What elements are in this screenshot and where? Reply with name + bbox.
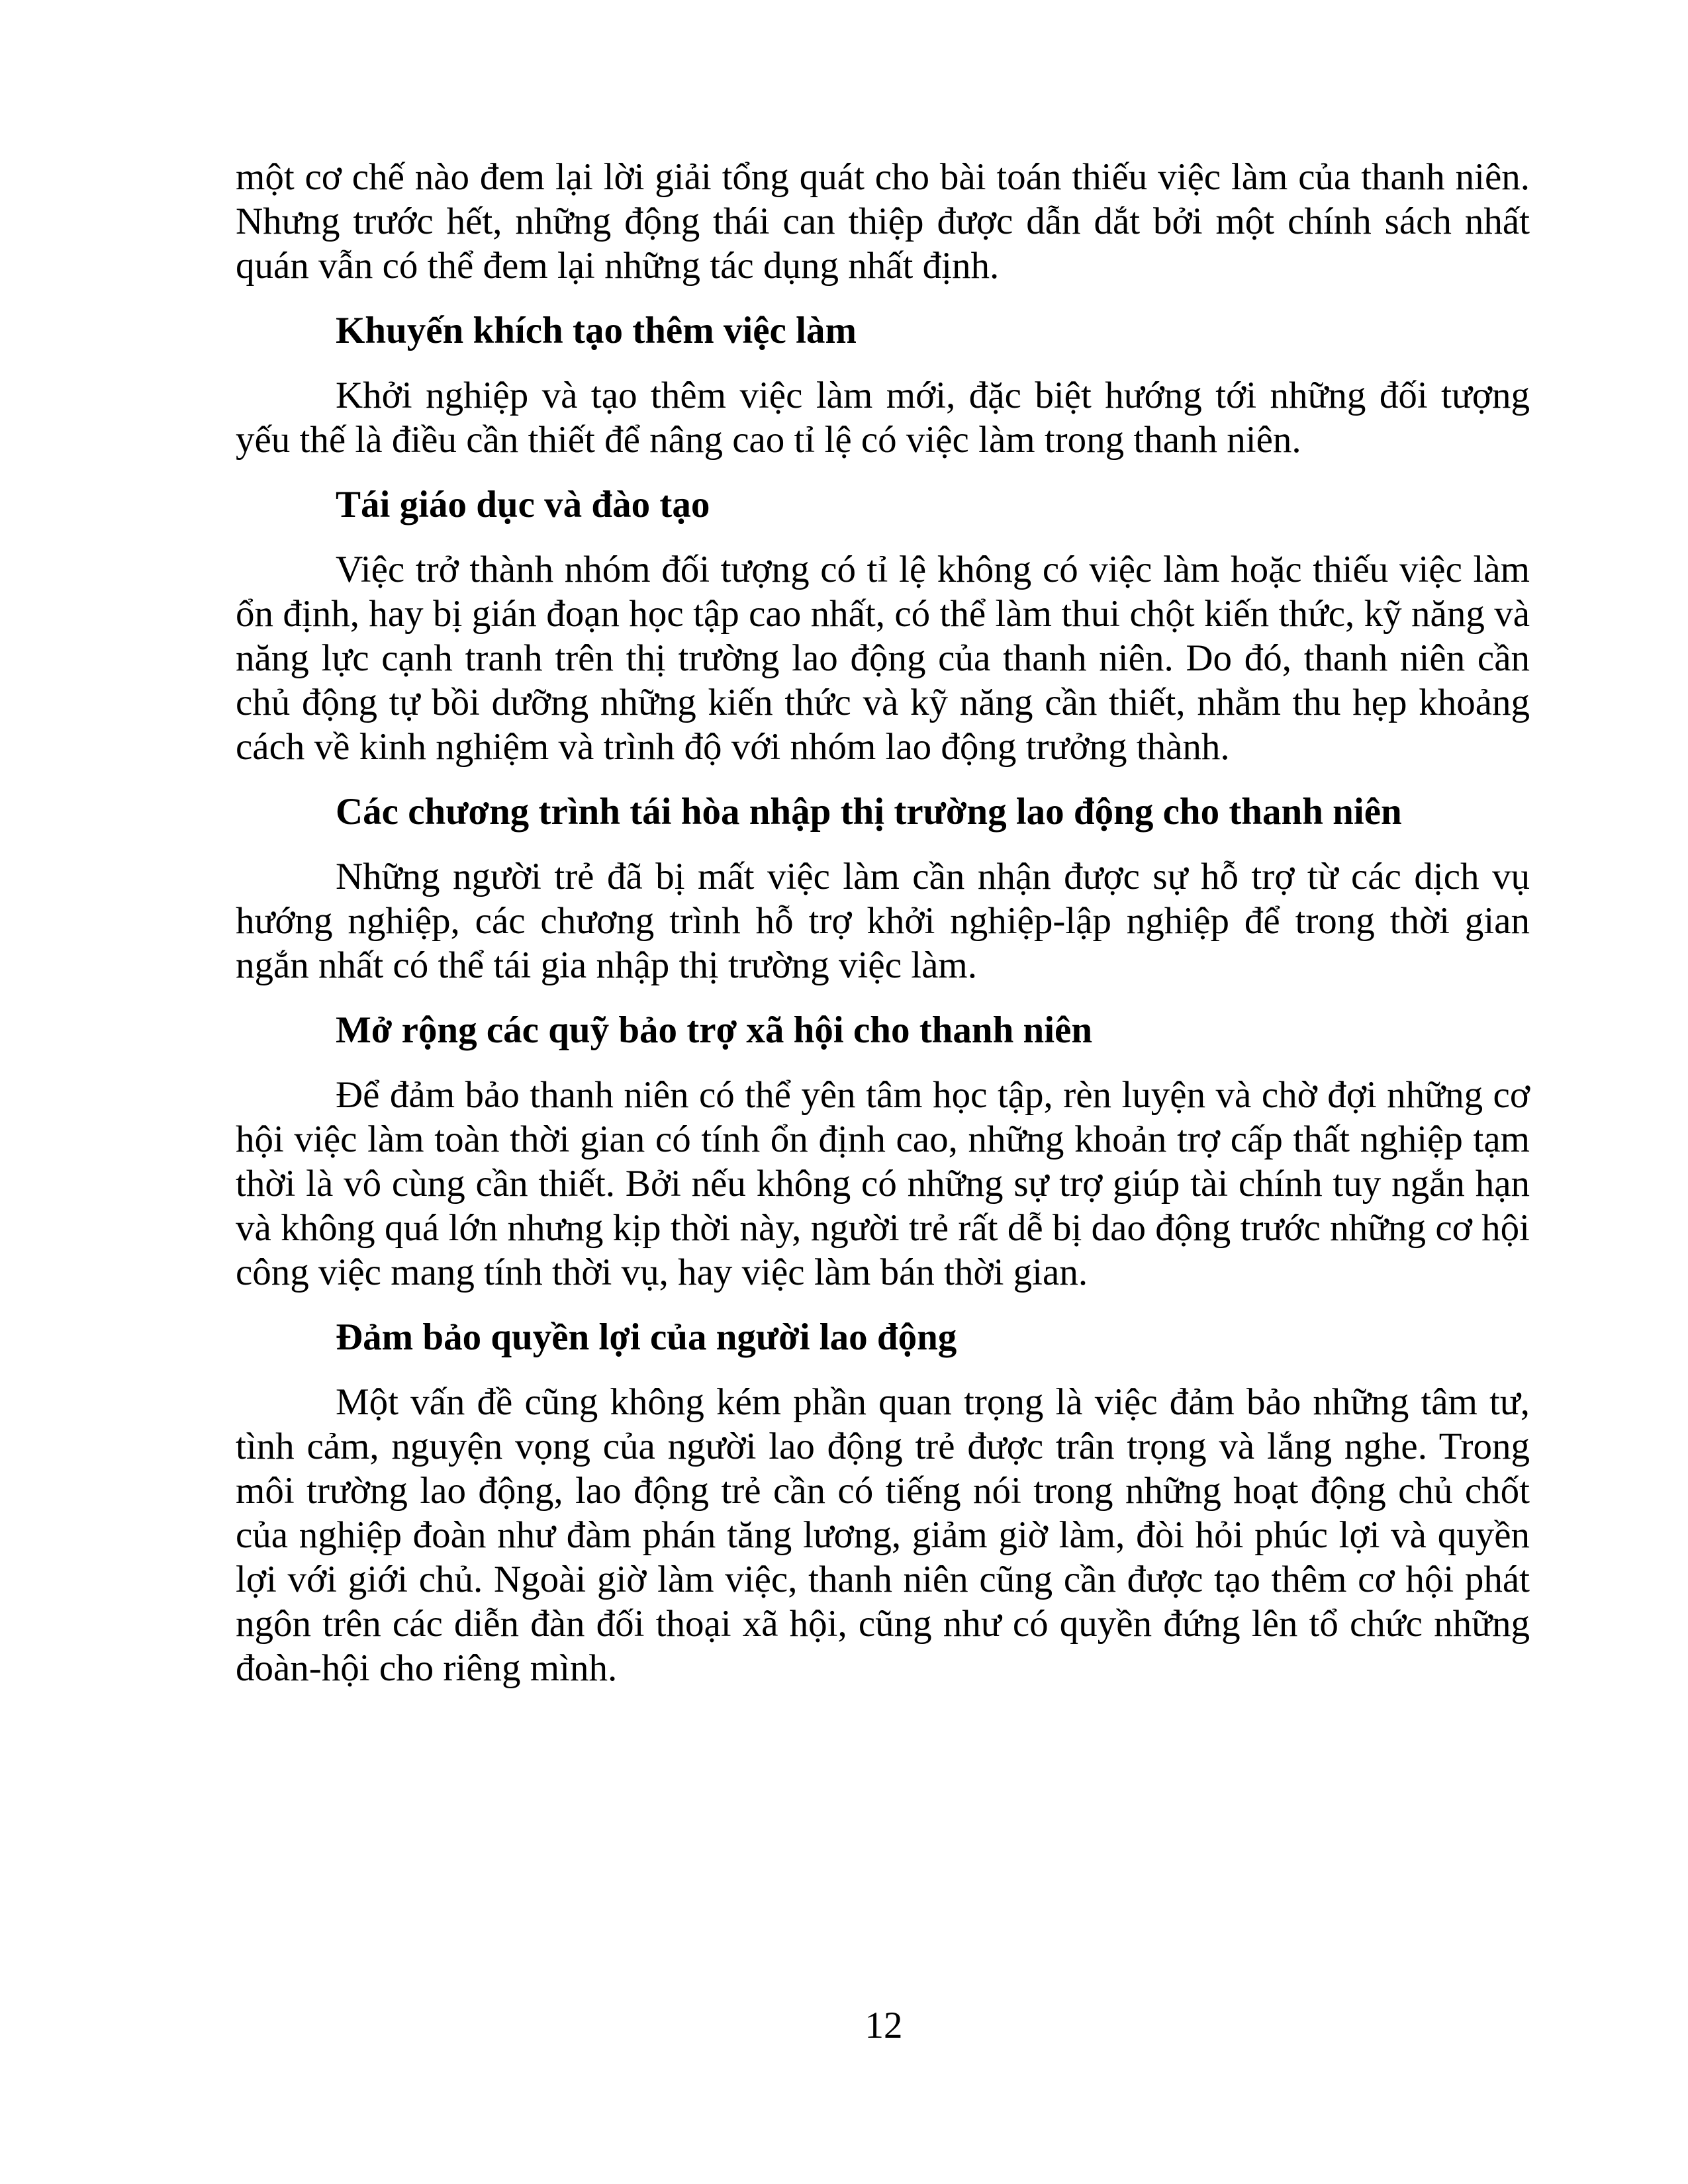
body-paragraph: một cơ chế nào đem lại lời giải tổng quát cho bài toán thiếu việc làm của thanh niên. Nhưng trước hết, những động thái can thiệp được dẫn dắt bởi một chính sách nhất quán vẫn có thể đem lại những tác dụng nhất định. (236, 156, 1530, 287)
section-heading-labor-market-reintegration: Các chương trình tái hòa nhập thị trường lao động cho thanh niên (336, 791, 1402, 833)
body-paragraph: Những người trẻ đã bị mất việc làm cần nhận được sự hỗ trợ từ các dịch vụ hướng nghiệp, các chương trình hỗ trợ khởi nghiệp-lập nghiệp để trong thời gian ngắn nhất có thể tái gia nhập thị trường việc làm. (236, 856, 1530, 986)
section-heading-encourage-job-creation: Khuyến khích tạo thêm việc làm (336, 310, 857, 351)
body-paragraph: Để đảm bảo thanh niên có thể yên tâm học tập, rèn luyện và chờ đợi những cơ hội việc làm toàn thời gian có tính ổn định cao, những khoản trợ cấp thất nghiệp tạm thời là vô cùng cần thiết. Bởi nếu không có những sự trợ giúp tài chính tuy ngắn hạn và không quá lớn nhưng kịp thời này, người trẻ rất dễ bị dao động trước những cơ hội công việc mang tính thời vụ, hay việc làm bán thời gian. (236, 1074, 1530, 1293)
section-heading-social-protection-funds: Mở rộng các quỹ bảo trợ xã hội cho thanh niên (336, 1009, 1093, 1051)
page-number: 12 (865, 2005, 903, 2046)
page-content (236, 155, 1530, 1711)
section-heading-reeducation-training: Tái giáo dục và đào tạo (336, 484, 710, 525)
section-heading-worker-rights: Đảm bảo quyền lợi của người lao động (336, 1316, 957, 1358)
body-paragraph: Khởi nghiệp và tạo thêm việc làm mới, đặc biệt hướng tới những đối tượng yếu thế là điều cần thiết để nâng cao tỉ lệ có việc làm trong thanh niên. (236, 375, 1530, 461)
body-paragraph: Việc trở thành nhóm đối tượng có tỉ lệ không có việc làm hoặc thiếu việc làm ổn định, hay bị gián đoạn học tập cao nhất, có thể làm thui chột kiến thức, kỹ năng và năng lực cạnh tranh trên thị trường lao động của thanh niên. Do đó, thanh niên cần chủ động tự bồi dưỡng những kiến thức và kỹ năng cần thiết, nhằm thu hẹp khoảng cách về kinh nghiệm và trình độ với nhóm lao động trưởng thành. (236, 549, 1530, 768)
body-paragraph: Một vấn đề cũng không kém phần quan trọng là việc đảm bảo những tâm tư, tình cảm, nguyện vọng của người lao động trẻ được trân trọng và lắng nghe. Trong môi trường lao động, lao động trẻ cần có tiếng nói trong những hoạt động chủ chốt của nghiệp đoàn như đàm phán tăng lương, giảm giờ làm, đòi hỏi phúc lợi và quyền lợi với giới chủ. Ngoài giờ làm việc, thanh niên cũng cần được tạo thêm cơ hội phát ngôn trên các diễn đàn đối thoại xã hội, cũng như có quyền đứng lên tổ chức những đoàn-hội cho riêng mình. (236, 1381, 1530, 1689)
